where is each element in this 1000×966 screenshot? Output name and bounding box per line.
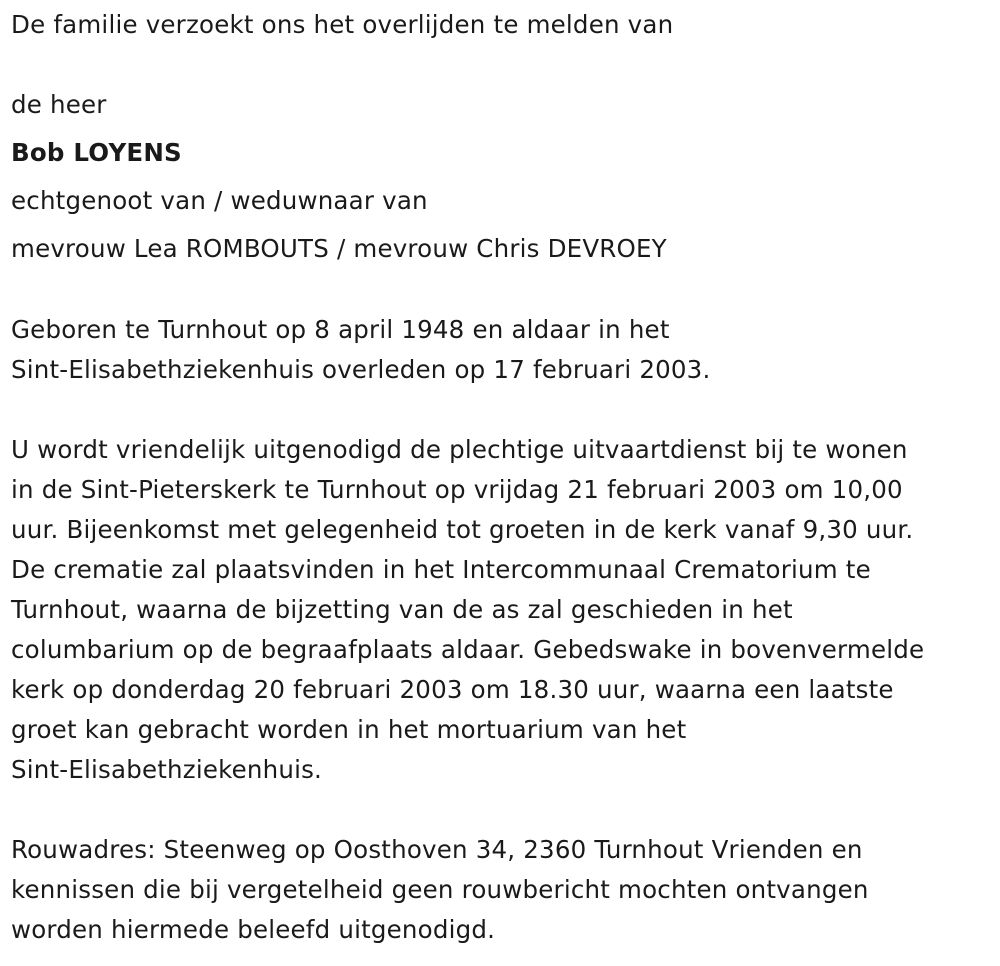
- ceremony-line: U wordt vriendelijk uitgenodigd de plechtige uitvaartdienst bij te wonen: [11, 435, 908, 464]
- ceremony-line: groet kan gebracht worden in het mortuarium van het: [11, 715, 687, 744]
- ceremony-line: uur. Bijeenkomst met gelegenheid tot groeten in de kerk vanaf 9,30 uur.: [11, 515, 914, 544]
- salutation: de heer: [11, 90, 107, 119]
- ceremony-line: Turnhout, waarna de bijzetting van de as zal geschieden in het: [11, 595, 793, 624]
- ceremony-line: columbarium op de begraafplaats aldaar. Gebedswake in bovenvermelde: [11, 635, 925, 664]
- address-line: kennissen die bij vergetelheid geen rouwbericht mochten ontvangen: [11, 875, 869, 904]
- ceremony-line: De crematie zal plaatsvinden in het Intercommunaal Crematorium te: [11, 555, 871, 584]
- address-line: worden hiermede beleefd uitgenodigd.: [11, 915, 496, 944]
- address-line: Rouwadres: Steenweg op Oosthoven 34, 2360 Turnhout Vrienden en: [11, 835, 863, 864]
- relation-text: echtgenoot van / weduwnaar van: [11, 186, 428, 215]
- ceremony-paragraph: [11, 430, 996, 790]
- deceased-name: Bob LOYENS: [11, 138, 182, 167]
- intro-text: De familie verzoekt ons het overlijden te melden van: [11, 10, 674, 39]
- birth-paragraph: [11, 310, 996, 390]
- birth-line: Geboren te Turnhout op 8 april 1948 en aldaar in het: [11, 315, 670, 344]
- address-paragraph: [11, 830, 996, 950]
- ceremony-line: in de Sint-Pieterskerk te Turnhout op vrijdag 21 februari 2003 om 10,00: [11, 475, 903, 504]
- ceremony-line: kerk op donderdag 20 februari 2003 om 18.30 uur, waarna een laatste: [11, 675, 894, 704]
- ceremony-line: Sint-Elisabethziekenhuis.: [11, 755, 323, 784]
- birth-line: Sint-Elisabethziekenhuis overleden op 17 februari 2003.: [11, 355, 711, 384]
- spouses-text: mevrouw Lea ROMBOUTS / mevrouw Chris DEVROEY: [11, 234, 667, 263]
